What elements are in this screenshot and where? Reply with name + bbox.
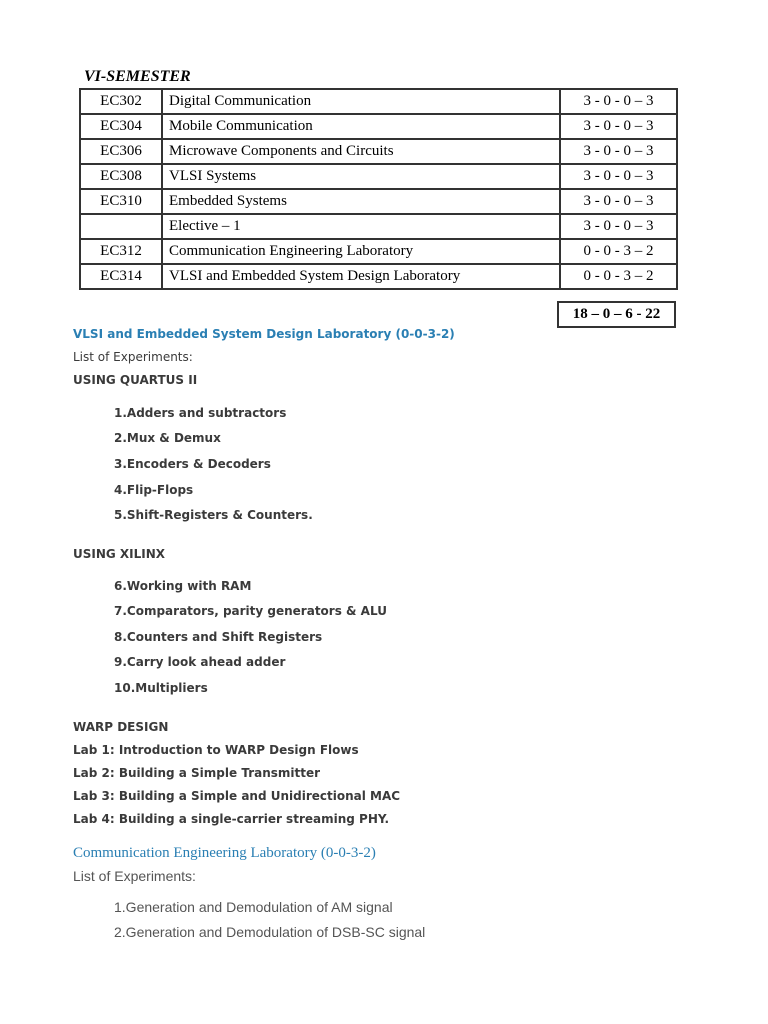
- course-name: Mobile Communication: [162, 114, 560, 139]
- course-code: EC302: [80, 89, 162, 114]
- quartus-item: 3.Encoders & Decoders: [114, 457, 271, 471]
- course-row: [80, 89, 677, 114]
- course-row: [80, 164, 677, 189]
- quartus-item: 1.Adders and subtractors: [114, 406, 287, 420]
- course-row: [80, 114, 677, 139]
- warp-label: WARP DESIGN: [73, 720, 169, 734]
- course-name: VLSI and Embedded System Design Laboratory: [162, 264, 560, 289]
- warp-item: Lab 2: Building a Simple Transmitter: [73, 766, 321, 780]
- xilinx-item: 7.Comparators, parity generators & ALU: [114, 604, 387, 618]
- course-name: VLSI Systems: [162, 164, 560, 189]
- course-credits: 0 - 0 - 3 – 2: [560, 264, 677, 289]
- xilinx-item: 10.Multipliers: [114, 681, 208, 695]
- warp-item: Lab 3: Building a Simple and Unidirectional MAC: [73, 789, 401, 803]
- course-row: [80, 264, 677, 289]
- course-name: Digital Communication: [162, 89, 560, 114]
- course-name: Communication Engineering Laboratory: [162, 239, 560, 264]
- course-credits: 3 - 0 - 0 – 3: [560, 89, 677, 114]
- course-credits: 3 - 0 - 0 – 3: [560, 214, 677, 239]
- quartus-label: USING QUARTUS II: [73, 373, 198, 387]
- course-name: Embedded Systems: [162, 189, 560, 214]
- course-code: EC314: [80, 264, 162, 289]
- warp-item: Lab 1: Introduction to WARP Design Flows: [73, 743, 359, 757]
- total-credits-table: [557, 301, 676, 328]
- course-code: EC306: [80, 139, 162, 164]
- course-credits: 3 - 0 - 0 – 3: [560, 189, 677, 214]
- semester-title: VI-SEMESTER: [84, 68, 191, 85]
- total-credits: 18 – 0 – 6 - 22: [558, 302, 675, 327]
- course-name: Microwave Components and Circuits: [162, 139, 560, 164]
- xilinx-label: USING XILINX: [73, 547, 166, 561]
- xilinx-item: 6.Working with RAM: [114, 579, 252, 593]
- warp-item: Lab 4: Building a single-carrier streaming PHY.: [73, 812, 390, 826]
- course-code: EC304: [80, 114, 162, 139]
- course-code: EC308: [80, 164, 162, 189]
- course-row: [80, 214, 677, 239]
- course-credits: 3 - 0 - 0 – 3: [560, 114, 677, 139]
- course-table: [79, 88, 678, 290]
- comm-item: 1.Generation and Demodulation of AM signal: [114, 899, 393, 915]
- course-credits: 0 - 0 - 3 – 2: [560, 239, 677, 264]
- xilinx-item: 8.Counters and Shift Registers: [114, 630, 323, 644]
- xilinx-item: 9.Carry look ahead adder: [114, 655, 286, 669]
- vlsi-list-label: List of Experiments:: [73, 350, 193, 364]
- vlsi-lab-heading: VLSI and Embedded System Design Laboratory (0-0-3-2): [73, 327, 455, 341]
- course-code: EC312: [80, 239, 162, 264]
- course-row: [80, 239, 677, 264]
- course-name: Elective – 1: [162, 214, 560, 239]
- quartus-item: 5.Shift-Registers & Counters.: [114, 508, 313, 522]
- course-code: [80, 214, 162, 239]
- course-credits: 3 - 0 - 0 – 3: [560, 164, 677, 189]
- course-row: [80, 139, 677, 164]
- comm-lab-heading: Communication Engineering Laboratory (0-0-3-2): [73, 845, 376, 861]
- course-code: EC310: [80, 189, 162, 214]
- quartus-item: 4.Flip-Flops: [114, 483, 194, 497]
- comm-list-label: List of Experiments:: [73, 868, 196, 884]
- course-credits: 3 - 0 - 0 – 3: [560, 139, 677, 164]
- course-row: [80, 189, 677, 214]
- comm-item: 2.Generation and Demodulation of DSB-SC signal: [114, 924, 426, 940]
- quartus-item: 2.Mux & Demux: [114, 431, 221, 445]
